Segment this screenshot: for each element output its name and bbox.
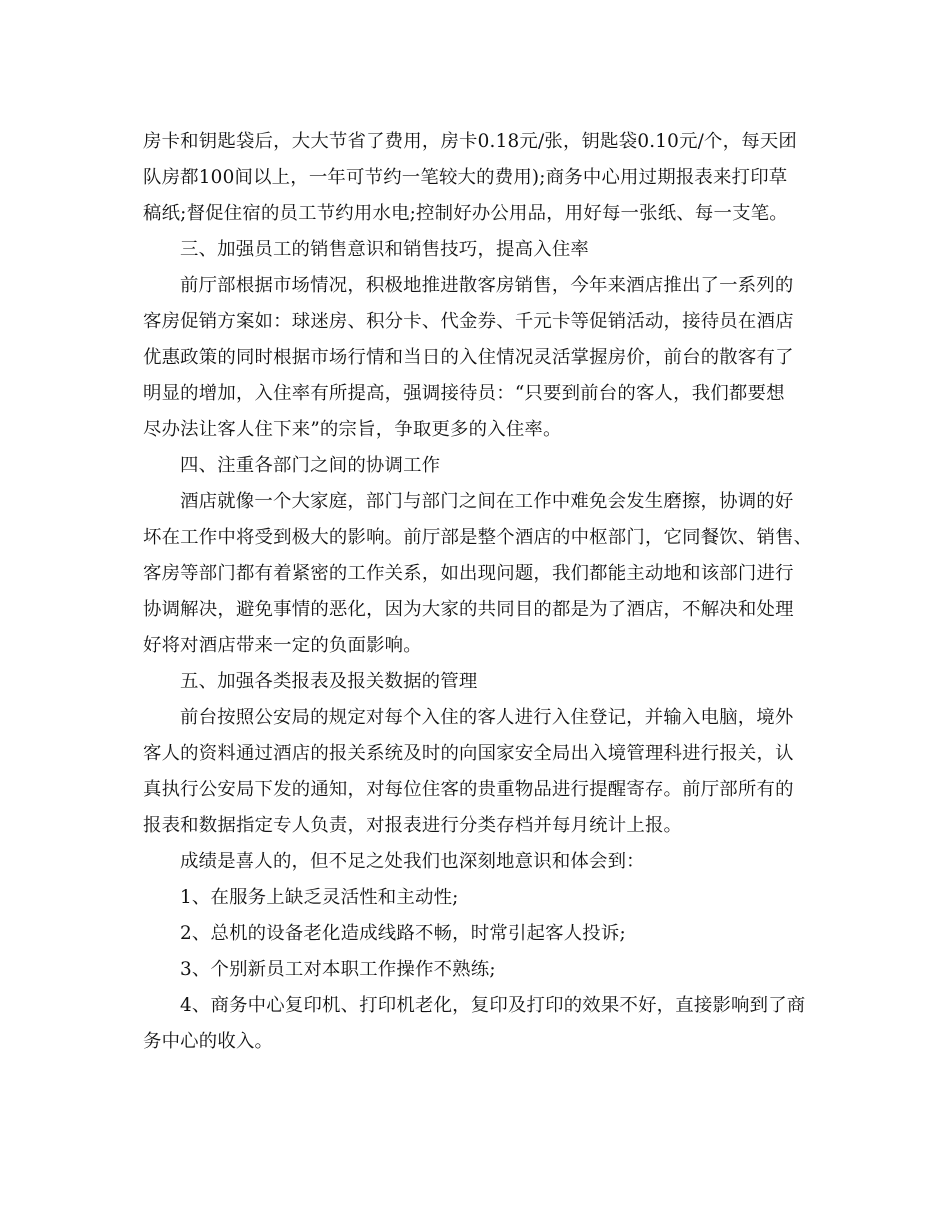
document-body: [143, 124, 813, 1060]
text-line: 明显的增加，入住率有所提高，强调接待员：“只要到前台的客人，我们都要想: [143, 383, 785, 404]
text-line: 尽办法让客人住下来”的宗旨，争取更多的入住率。: [143, 419, 562, 440]
text-line: 客房等部门都有着紧密的工作关系，如出现问题，我们都能主动地和该部门进行: [143, 563, 794, 584]
list-item: 4、商务中心复印机、打印机老化，复印及打印的效果不好，直接影响到了商: [180, 995, 806, 1016]
list-item: 3、个别新员工对本职工作操作不熟练;: [180, 959, 496, 980]
text-line: 好将对酒店带来一定的负面影响。: [143, 635, 422, 656]
list-item: 2、总机的设备老化造成线路不畅，时常引起客人投诉;: [180, 923, 626, 944]
text-line: 稿纸;督促住宿的员工节约用水电;控制好办公用品，用好每一张纸、每一支笔。: [143, 203, 788, 224]
text-line: 坏在工作中将受到极大的影响。前厅部是整个酒店的中枢部门，它同餐饮、销售、: [143, 527, 813, 548]
list-item: 1、在服务上缺乏灵活性和主动性;: [180, 887, 459, 908]
text-line: 前台按照公安局的规定对每个入住的客人进行入住登记，并输入电脑，境外: [180, 707, 794, 728]
text-line: 真执行公安局下发的通知，对每位住客的贵重物品进行提醒寄存。前厅部所有的: [143, 779, 794, 800]
text-line: 酒店就像一个大家庭，部门与部门之间在工作中难免会发生磨擦，协调的好: [180, 491, 794, 512]
text-line: 房卡和钥匙袋后，大大节省了费用，房卡0.18元/张，钥匙袋0.10元/个，每天团: [143, 131, 798, 152]
text-line: 队房都100间以上，一年可节约一笔较大的费用);商务中心用过期报表来打印草: [143, 167, 788, 188]
text-line: 协调解决，避免事情的恶化，因为大家的共同目的都是为了酒店，不解决和处理: [143, 599, 794, 620]
section-heading: 四、注重各部门之间的协调工作: [180, 455, 441, 476]
text-line: 成绩是喜人的，但不足之处我们也深刻地意识和体会到：: [180, 851, 645, 872]
text-line: 优惠政策的同时根据市场行情和当日的入住情况灵活掌握房价，前台的散客有了: [143, 347, 794, 368]
text-line: 客人的资料通过酒店的报关系统及时的向国家安全局出入境管理科进行报关，认: [143, 743, 794, 764]
text-line: 务中心的收入。: [143, 1031, 274, 1052]
text-line: 前厅部根据市场情况，积极地推进散客房销售，今年来酒店推出了一系列的: [180, 275, 794, 296]
section-heading: 五、加强各类报表及报关数据的管理: [180, 671, 478, 692]
section-heading: 三、加强员工的销售意识和销售技巧，提高入住率: [180, 239, 589, 260]
text-line: 报表和数据指定专人负责，对报表进行分类存档并每月统计上报。: [143, 815, 683, 836]
text-line: 客房促销方案如：球迷房、积分卡、代金券、千元卡等促销活动，接待员在酒店: [143, 311, 794, 332]
